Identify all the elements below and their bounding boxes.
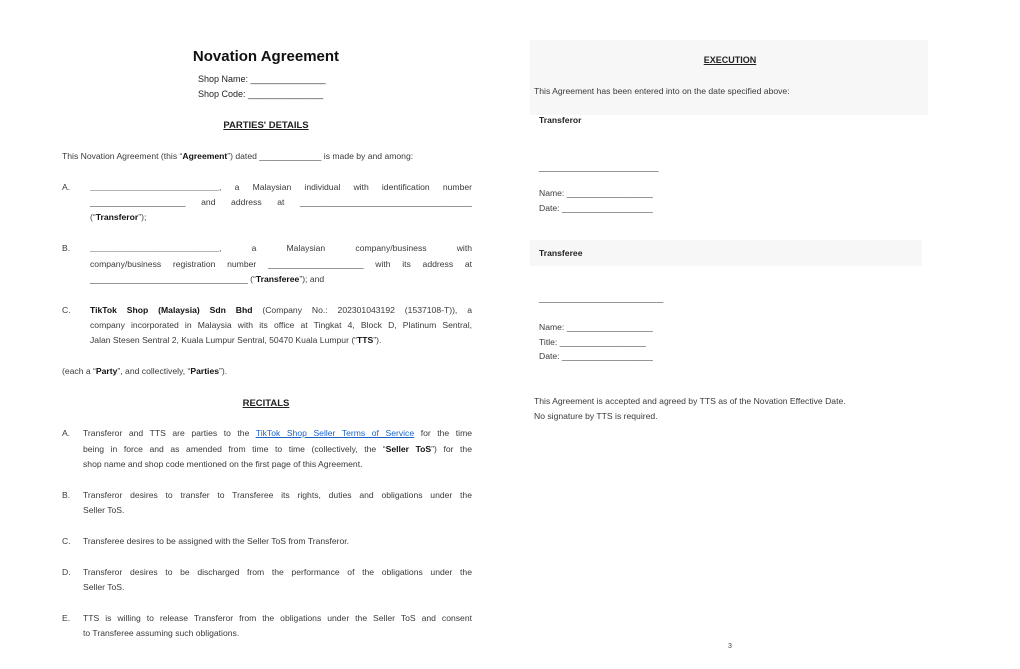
recital-c-line-1: Transferee desires to be assigned with the Seller ToS from Transferor. — [83, 536, 350, 546]
party-b-label: B. — [62, 243, 71, 253]
recital-a-label: A. — [62, 428, 71, 438]
party-c-line-2: company incorporated in Malaysia with its office at Tingkat 4, Block D, Platinum Sentral, — [90, 320, 472, 330]
recital-d-line-1: Transferor desires to be discharged from the performance of the obligations under the — [83, 567, 472, 577]
recital-a-line-3: shop name and shop code mentioned on the first page of this Agreement. — [83, 459, 363, 469]
recital-c-label: C. — [62, 536, 71, 546]
party-b-line-2: company/business registration number ____________________ with its address at — [90, 259, 472, 269]
party-c-line-1: TikTok Shop (Malaysia) Sdn Bhd (Company No.: 202301043192 (1537108-T)), a — [90, 305, 472, 315]
party-a-label: A. — [62, 182, 71, 192]
transferor-signature-line: _________________________ — [539, 162, 659, 172]
parties-details-heading: PARTIES' DETAILS — [223, 120, 309, 131]
party-b-line-1: ___________________________, a Malaysian company/business with — [90, 243, 472, 253]
execution-heading: EXECUTION — [703, 55, 757, 65]
shop-code-line: Shop Code: _______________ — [198, 89, 324, 99]
tts-acceptance-line-2: No signature by TTS is required. — [534, 411, 658, 421]
recital-a-line-2: being in force and as amended from time to time (collectively, the “Seller ToS”) for the — [83, 444, 472, 454]
transferor-heading: Transferor — [539, 115, 582, 125]
party-c-label: C. — [62, 305, 71, 315]
right-column — [530, 0, 930, 669]
transferee-date-field: Date: ___________________ — [539, 351, 653, 361]
transferee-signature-line: __________________________ — [539, 293, 664, 303]
party-a-line-2: ____________________ and address at ____________________________________ — [90, 197, 472, 207]
document-title: Novation Agreement — [192, 48, 340, 65]
seller-terms-link[interactable]: TikTok Shop Seller Terms of Service — [255, 428, 415, 438]
recitals-heading: RECITALS — [242, 398, 290, 409]
transferee-heading: Transferee — [539, 248, 583, 258]
recital-b-label: B. — [62, 490, 71, 500]
party-a-line-3: (“Transferor”); — [90, 212, 147, 222]
recital-d-line-2: Seller ToS. — [83, 582, 125, 592]
recital-a-line-1: Transferor and TTS are parties to the TikTok Shop Seller Terms of Service for the time — [83, 428, 473, 438]
party-c-line-3: Jalan Stesen Sentral 2, Kuala Lumpur Sentral, 50470 Kuala Lumpur (“TTS”). — [90, 335, 382, 345]
recital-e-line-1: TTS is willing to release Transferor from the obligations under the Seller ToS and consent — [83, 613, 472, 623]
recital-b-line-2: Seller ToS. — [83, 505, 125, 515]
transferee-name-field: Name: __________________ — [539, 322, 653, 332]
party-b-line-3: _________________________________ (“Transferee”); and — [90, 274, 325, 284]
party-a-line-1: ___________________________, a Malaysian individual with identification number — [90, 182, 472, 192]
left-column — [58, 0, 474, 669]
intro-paragraph: This Novation Agreement (this “Agreement”) dated _____________ is made by and among: — [62, 151, 414, 161]
transferee-title-field: Title: __________________ — [539, 337, 646, 347]
parties-definition: (each a “Party”, and collectively, “Parties”). — [62, 366, 228, 376]
recital-b-line-1: Transferor desires to transfer to Transferee its rights, duties and obligations under the — [83, 490, 472, 500]
recital-e-line-2: to Transferee assuming such obligations. — [83, 628, 240, 638]
transferor-date-field: Date: ___________________ — [539, 203, 653, 213]
tts-acceptance-line-1: This Agreement is accepted and agreed by TTS as of the Novation Effective Date. — [534, 396, 846, 406]
shop-name-line: Shop Name: _______________ — [198, 74, 326, 84]
entered-statement: This Agreement has been entered into on the date specified above: — [534, 86, 790, 96]
recital-e-label: E. — [62, 613, 71, 623]
transferor-name-field: Name: __________________ — [539, 188, 653, 198]
recital-d-label: D. — [62, 567, 71, 577]
page-number: 3 — [728, 643, 732, 650]
